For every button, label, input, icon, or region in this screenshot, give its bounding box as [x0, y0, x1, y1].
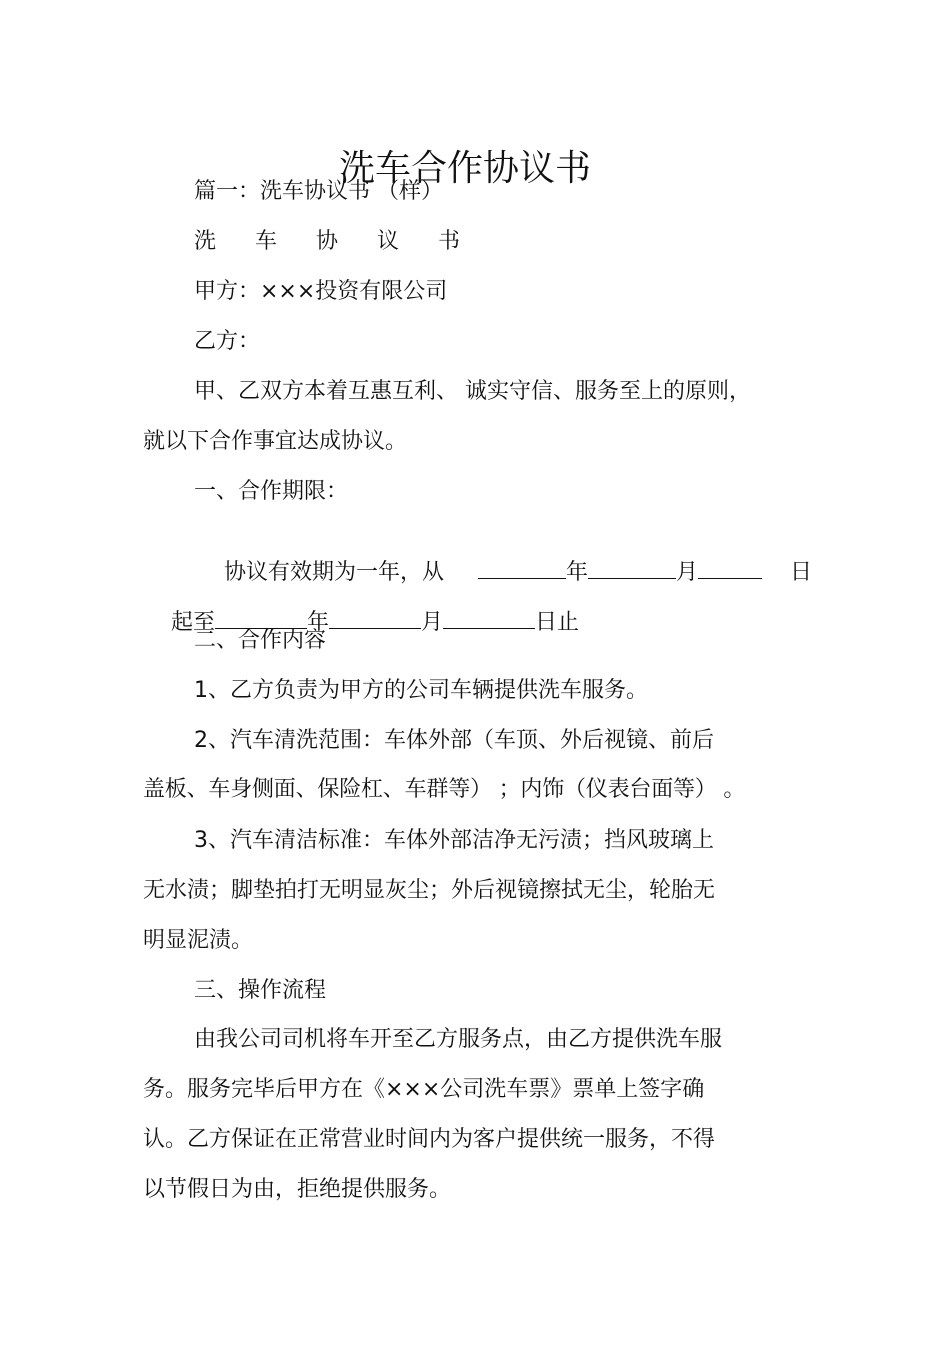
party-b: 乙方： [194, 329, 261, 354]
item-2-line-2: 盖板、车身侧面、保险杠、车群等） ；内饰（仪表台面等） 。 [143, 777, 746, 802]
unit-month: 月 [676, 560, 699, 585]
blank-start-month[interactable] [588, 556, 676, 579]
intro-line-1: 甲、乙双方本着互惠互利、 诚实守信、服务至上的原则， [194, 379, 751, 404]
blank-end-day[interactable] [443, 606, 535, 629]
item-2-line-1: 2、汽车清洗范围：车体外部（车顶、外后视镜、前后 [194, 728, 714, 753]
item-1: 1、乙方负责为甲方的公司车辆提供洗车服务。 [194, 678, 648, 703]
section-1-title: 一、合作期限： [194, 479, 349, 504]
term-end: 日止 [535, 610, 580, 635]
item-3-line-1: 3、汽车清洁标准：车体外部洁净无污渍；挡风玻璃上 [194, 828, 714, 853]
unit-year: 年 [566, 560, 589, 585]
unit-day: 日 [790, 560, 813, 585]
flow-line-3: 认。乙方保证在正常营业时间内为客户提供统一服务，不得 [143, 1127, 716, 1152]
intro-line-2: 就以下合作事宜达成协议。 [143, 429, 408, 454]
section-3-title: 三、操作流程 [194, 978, 327, 1003]
party-a: 甲方：×××投资有限公司 [194, 279, 448, 304]
subtitle: 篇一：洗车协议书 （样） [194, 179, 443, 204]
section-2-title: 二、合作内容 [194, 628, 327, 653]
agreement-heading: 洗 车 协 议 书 [194, 229, 476, 254]
item-3-line-3: 明显泥渍。 [143, 928, 254, 953]
item-3-line-2: 无水渍；脚垫拍打无明显灰尘；外后视镜擦拭无尘，轮胎无 [143, 878, 716, 903]
unit-year-2: 年 [307, 610, 330, 635]
flow-line-1: 由我公司司机将车开至乙方服务点，由乙方提供洗车服 [194, 1027, 723, 1052]
blank-start-day[interactable] [698, 556, 762, 579]
term-line-1-text: 协议有效期为一年，从 [223, 560, 444, 585]
blank-end-month[interactable] [329, 606, 421, 629]
flow-line-2: 务。服务完毕后甲方在《×××公司洗车票》票单上签字确 [143, 1077, 705, 1102]
document-title: 洗车合作协议书 [338, 148, 591, 190]
unit-month-2: 月 [421, 610, 444, 635]
flow-line-4: 以节假日为由，拒绝提供服务。 [143, 1177, 452, 1202]
term-line-2-text: 起至 [170, 610, 215, 635]
